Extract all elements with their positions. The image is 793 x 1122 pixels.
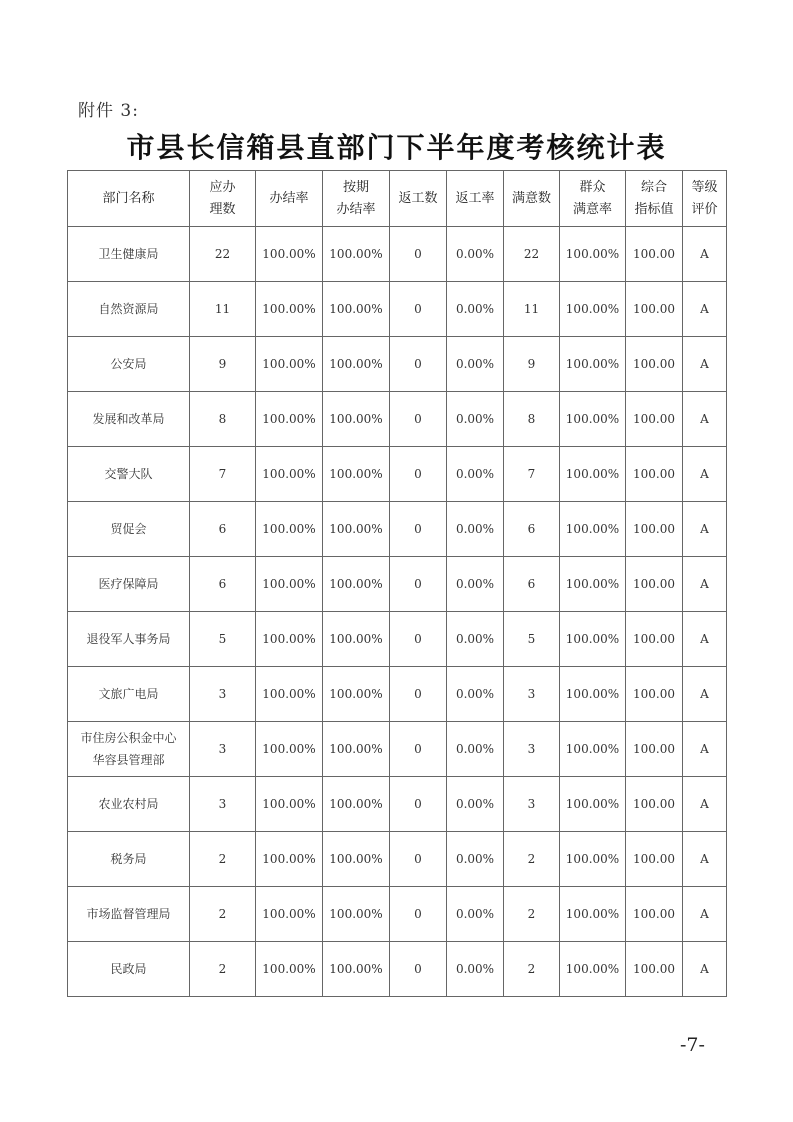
grade-cell: A	[683, 557, 727, 612]
satisfaction-rate-cell: 100.00%	[560, 832, 626, 887]
table-row	[68, 887, 727, 942]
satisfaction-rate-cell: 100.00%	[560, 667, 626, 722]
table-row	[68, 557, 727, 612]
table-row	[68, 447, 727, 502]
rework-rate-cell: 0.00%	[447, 667, 504, 722]
satisfaction-rate-cell: 100.00%	[560, 942, 626, 997]
rework-rate-cell: 0.00%	[447, 722, 504, 777]
rework-rate-cell: 0.00%	[447, 832, 504, 887]
rework-count-cell: 0	[390, 777, 447, 832]
rework-rate-cell: 0.00%	[447, 447, 504, 502]
count-cell: 7	[190, 447, 256, 502]
rework-rate-cell: 0.00%	[447, 337, 504, 392]
rework-count-cell: 0	[390, 227, 447, 282]
dept-name-cell: 农业农村局	[68, 777, 190, 832]
satisfaction-rate-cell: 100.00%	[560, 447, 626, 502]
index-value-cell: 100.00	[626, 942, 683, 997]
rework-rate-cell: 0.00%	[447, 502, 504, 557]
ontime-rate-cell: 100.00%	[323, 887, 390, 942]
completion-rate-cell: 100.00%	[256, 502, 323, 557]
header-ontime-rate: 按期 办结率	[323, 171, 390, 227]
ontime-rate-cell: 100.00%	[323, 832, 390, 887]
satisfied-count-cell: 3	[504, 722, 560, 777]
header-satisfied-count: 满意数	[504, 171, 560, 227]
rework-count-cell: 0	[390, 887, 447, 942]
count-cell: 3	[190, 777, 256, 832]
completion-rate-cell: 100.00%	[256, 667, 323, 722]
count-cell: 5	[190, 612, 256, 667]
rework-rate-cell: 0.00%	[447, 612, 504, 667]
completion-rate-cell: 100.00%	[256, 832, 323, 887]
header-satisfaction-rate: 群众 满意率	[560, 171, 626, 227]
grade-cell: A	[683, 887, 727, 942]
satisfied-count-cell: 3	[504, 777, 560, 832]
completion-rate-cell: 100.00%	[256, 227, 323, 282]
index-value-cell: 100.00	[626, 777, 683, 832]
ontime-rate-cell: 100.00%	[323, 502, 390, 557]
count-cell: 3	[190, 722, 256, 777]
header-rework-rate: 返工率	[447, 171, 504, 227]
ontime-rate-cell: 100.00%	[323, 777, 390, 832]
satisfied-count-cell: 9	[504, 337, 560, 392]
count-cell: 9	[190, 337, 256, 392]
satisfied-count-cell: 7	[504, 447, 560, 502]
rework-rate-cell: 0.00%	[447, 777, 504, 832]
grade-cell: A	[683, 282, 727, 337]
header-rework-count: 返工数	[390, 171, 447, 227]
satisfaction-rate-cell: 100.00%	[560, 502, 626, 557]
completion-rate-cell: 100.00%	[256, 557, 323, 612]
satisfied-count-cell: 5	[504, 612, 560, 667]
page-title: 市县长信箱县直部门下半年度考核统计表	[126, 131, 667, 164]
dept-name-cell: 退役军人事务局	[68, 612, 190, 667]
rework-count-cell: 0	[390, 392, 447, 447]
index-value-cell: 100.00	[626, 832, 683, 887]
ontime-rate-cell: 100.00%	[323, 337, 390, 392]
ontime-rate-cell: 100.00%	[323, 282, 390, 337]
satisfied-count-cell: 2	[504, 887, 560, 942]
ontime-rate-cell: 100.00%	[323, 722, 390, 777]
grade-cell: A	[683, 502, 727, 557]
index-value-cell: 100.00	[626, 887, 683, 942]
table-row	[68, 227, 727, 282]
rework-count-cell: 0	[390, 447, 447, 502]
header-grade: 等级 评价	[683, 171, 727, 227]
satisfaction-rate-cell: 100.00%	[560, 282, 626, 337]
dept-name-cell: 市场监督管理局	[68, 887, 190, 942]
table-header-row	[68, 171, 727, 227]
table-row	[68, 337, 727, 392]
grade-cell: A	[683, 612, 727, 667]
rework-count-cell: 0	[390, 722, 447, 777]
count-cell: 11	[190, 282, 256, 337]
index-value-cell: 100.00	[626, 502, 683, 557]
satisfaction-rate-cell: 100.00%	[560, 777, 626, 832]
attachment-label: 附件 3:	[78, 101, 139, 121]
dept-name-cell: 交警大队	[68, 447, 190, 502]
dept-name-cell: 民政局	[68, 942, 190, 997]
rework-count-cell: 0	[390, 667, 447, 722]
index-value-cell: 100.00	[626, 447, 683, 502]
completion-rate-cell: 100.00%	[256, 887, 323, 942]
grade-cell: A	[683, 667, 727, 722]
grade-cell: A	[683, 832, 727, 887]
satisfaction-rate-cell: 100.00%	[560, 887, 626, 942]
index-value-cell: 100.00	[626, 667, 683, 722]
rework-rate-cell: 0.00%	[447, 227, 504, 282]
count-cell: 6	[190, 502, 256, 557]
dept-name-cell: 税务局	[68, 832, 190, 887]
count-cell: 2	[190, 942, 256, 997]
completion-rate-cell: 100.00%	[256, 447, 323, 502]
count-cell: 6	[190, 557, 256, 612]
rework-count-cell: 0	[390, 942, 447, 997]
completion-rate-cell: 100.00%	[256, 392, 323, 447]
table-row	[68, 722, 727, 777]
ontime-rate-cell: 100.00%	[323, 667, 390, 722]
dept-name-cell: 自然资源局	[68, 282, 190, 337]
dept-name-cell: 市住房公积金中心 华容县管理部	[68, 722, 190, 777]
rework-count-cell: 0	[390, 557, 447, 612]
satisfied-count-cell: 2	[504, 942, 560, 997]
dept-name-cell: 贸促会	[68, 502, 190, 557]
table-row	[68, 392, 727, 447]
grade-cell: A	[683, 447, 727, 502]
table-row	[68, 832, 727, 887]
page-number: -7-	[680, 1034, 705, 1056]
satisfied-count-cell: 2	[504, 832, 560, 887]
rework-rate-cell: 0.00%	[447, 557, 504, 612]
table-row	[68, 777, 727, 832]
index-value-cell: 100.00	[626, 392, 683, 447]
satisfied-count-cell: 22	[504, 227, 560, 282]
completion-rate-cell: 100.00%	[256, 722, 323, 777]
ontime-rate-cell: 100.00%	[323, 942, 390, 997]
grade-cell: A	[683, 722, 727, 777]
table-row	[68, 612, 727, 667]
completion-rate-cell: 100.00%	[256, 777, 323, 832]
grade-cell: A	[683, 942, 727, 997]
grade-cell: A	[683, 777, 727, 832]
satisfied-count-cell: 6	[504, 502, 560, 557]
rework-rate-cell: 0.00%	[447, 887, 504, 942]
completion-rate-cell: 100.00%	[256, 282, 323, 337]
ontime-rate-cell: 100.00%	[323, 557, 390, 612]
satisfaction-rate-cell: 100.00%	[560, 227, 626, 282]
rework-rate-cell: 0.00%	[447, 942, 504, 997]
index-value-cell: 100.00	[626, 227, 683, 282]
ontime-rate-cell: 100.00%	[323, 447, 390, 502]
dept-name-cell: 发展和改革局	[68, 392, 190, 447]
rework-count-cell: 0	[390, 502, 447, 557]
index-value-cell: 100.00	[626, 557, 683, 612]
satisfaction-rate-cell: 100.00%	[560, 392, 626, 447]
index-value-cell: 100.00	[626, 612, 683, 667]
satisfaction-rate-cell: 100.00%	[560, 722, 626, 777]
count-cell: 2	[190, 887, 256, 942]
count-cell: 2	[190, 832, 256, 887]
grade-cell: A	[683, 392, 727, 447]
satisfaction-rate-cell: 100.00%	[560, 612, 626, 667]
rework-rate-cell: 0.00%	[447, 392, 504, 447]
rework-count-cell: 0	[390, 832, 447, 887]
dept-name-cell: 卫生健康局	[68, 227, 190, 282]
rework-count-cell: 0	[390, 282, 447, 337]
header-index-value: 综合 指标值	[626, 171, 683, 227]
header-dept-name: 部门名称	[68, 171, 190, 227]
dept-name-cell: 医疗保障局	[68, 557, 190, 612]
completion-rate-cell: 100.00%	[256, 337, 323, 392]
dept-name-cell: 文旅广电局	[68, 667, 190, 722]
completion-rate-cell: 100.00%	[256, 612, 323, 667]
satisfaction-rate-cell: 100.00%	[560, 337, 626, 392]
table-row	[68, 942, 727, 997]
dept-name-cell: 公安局	[68, 337, 190, 392]
count-cell: 3	[190, 667, 256, 722]
index-value-cell: 100.00	[626, 722, 683, 777]
assessment-table	[67, 170, 727, 997]
satisfied-count-cell: 6	[504, 557, 560, 612]
ontime-rate-cell: 100.00%	[323, 227, 390, 282]
table-row	[68, 502, 727, 557]
count-cell: 22	[190, 227, 256, 282]
grade-cell: A	[683, 227, 727, 282]
index-value-cell: 100.00	[626, 282, 683, 337]
satisfied-count-cell: 3	[504, 667, 560, 722]
count-cell: 8	[190, 392, 256, 447]
satisfaction-rate-cell: 100.00%	[560, 557, 626, 612]
satisfied-count-cell: 11	[504, 282, 560, 337]
ontime-rate-cell: 100.00%	[323, 392, 390, 447]
rework-count-cell: 0	[390, 337, 447, 392]
table-row	[68, 667, 727, 722]
index-value-cell: 100.00	[626, 337, 683, 392]
satisfied-count-cell: 8	[504, 392, 560, 447]
rework-rate-cell: 0.00%	[447, 282, 504, 337]
rework-count-cell: 0	[390, 612, 447, 667]
grade-cell: A	[683, 337, 727, 392]
header-assigned-count: 应办 理数	[190, 171, 256, 227]
completion-rate-cell: 100.00%	[256, 942, 323, 997]
header-completion-rate: 办结率	[256, 171, 323, 227]
ontime-rate-cell: 100.00%	[323, 612, 390, 667]
table-row	[68, 282, 727, 337]
